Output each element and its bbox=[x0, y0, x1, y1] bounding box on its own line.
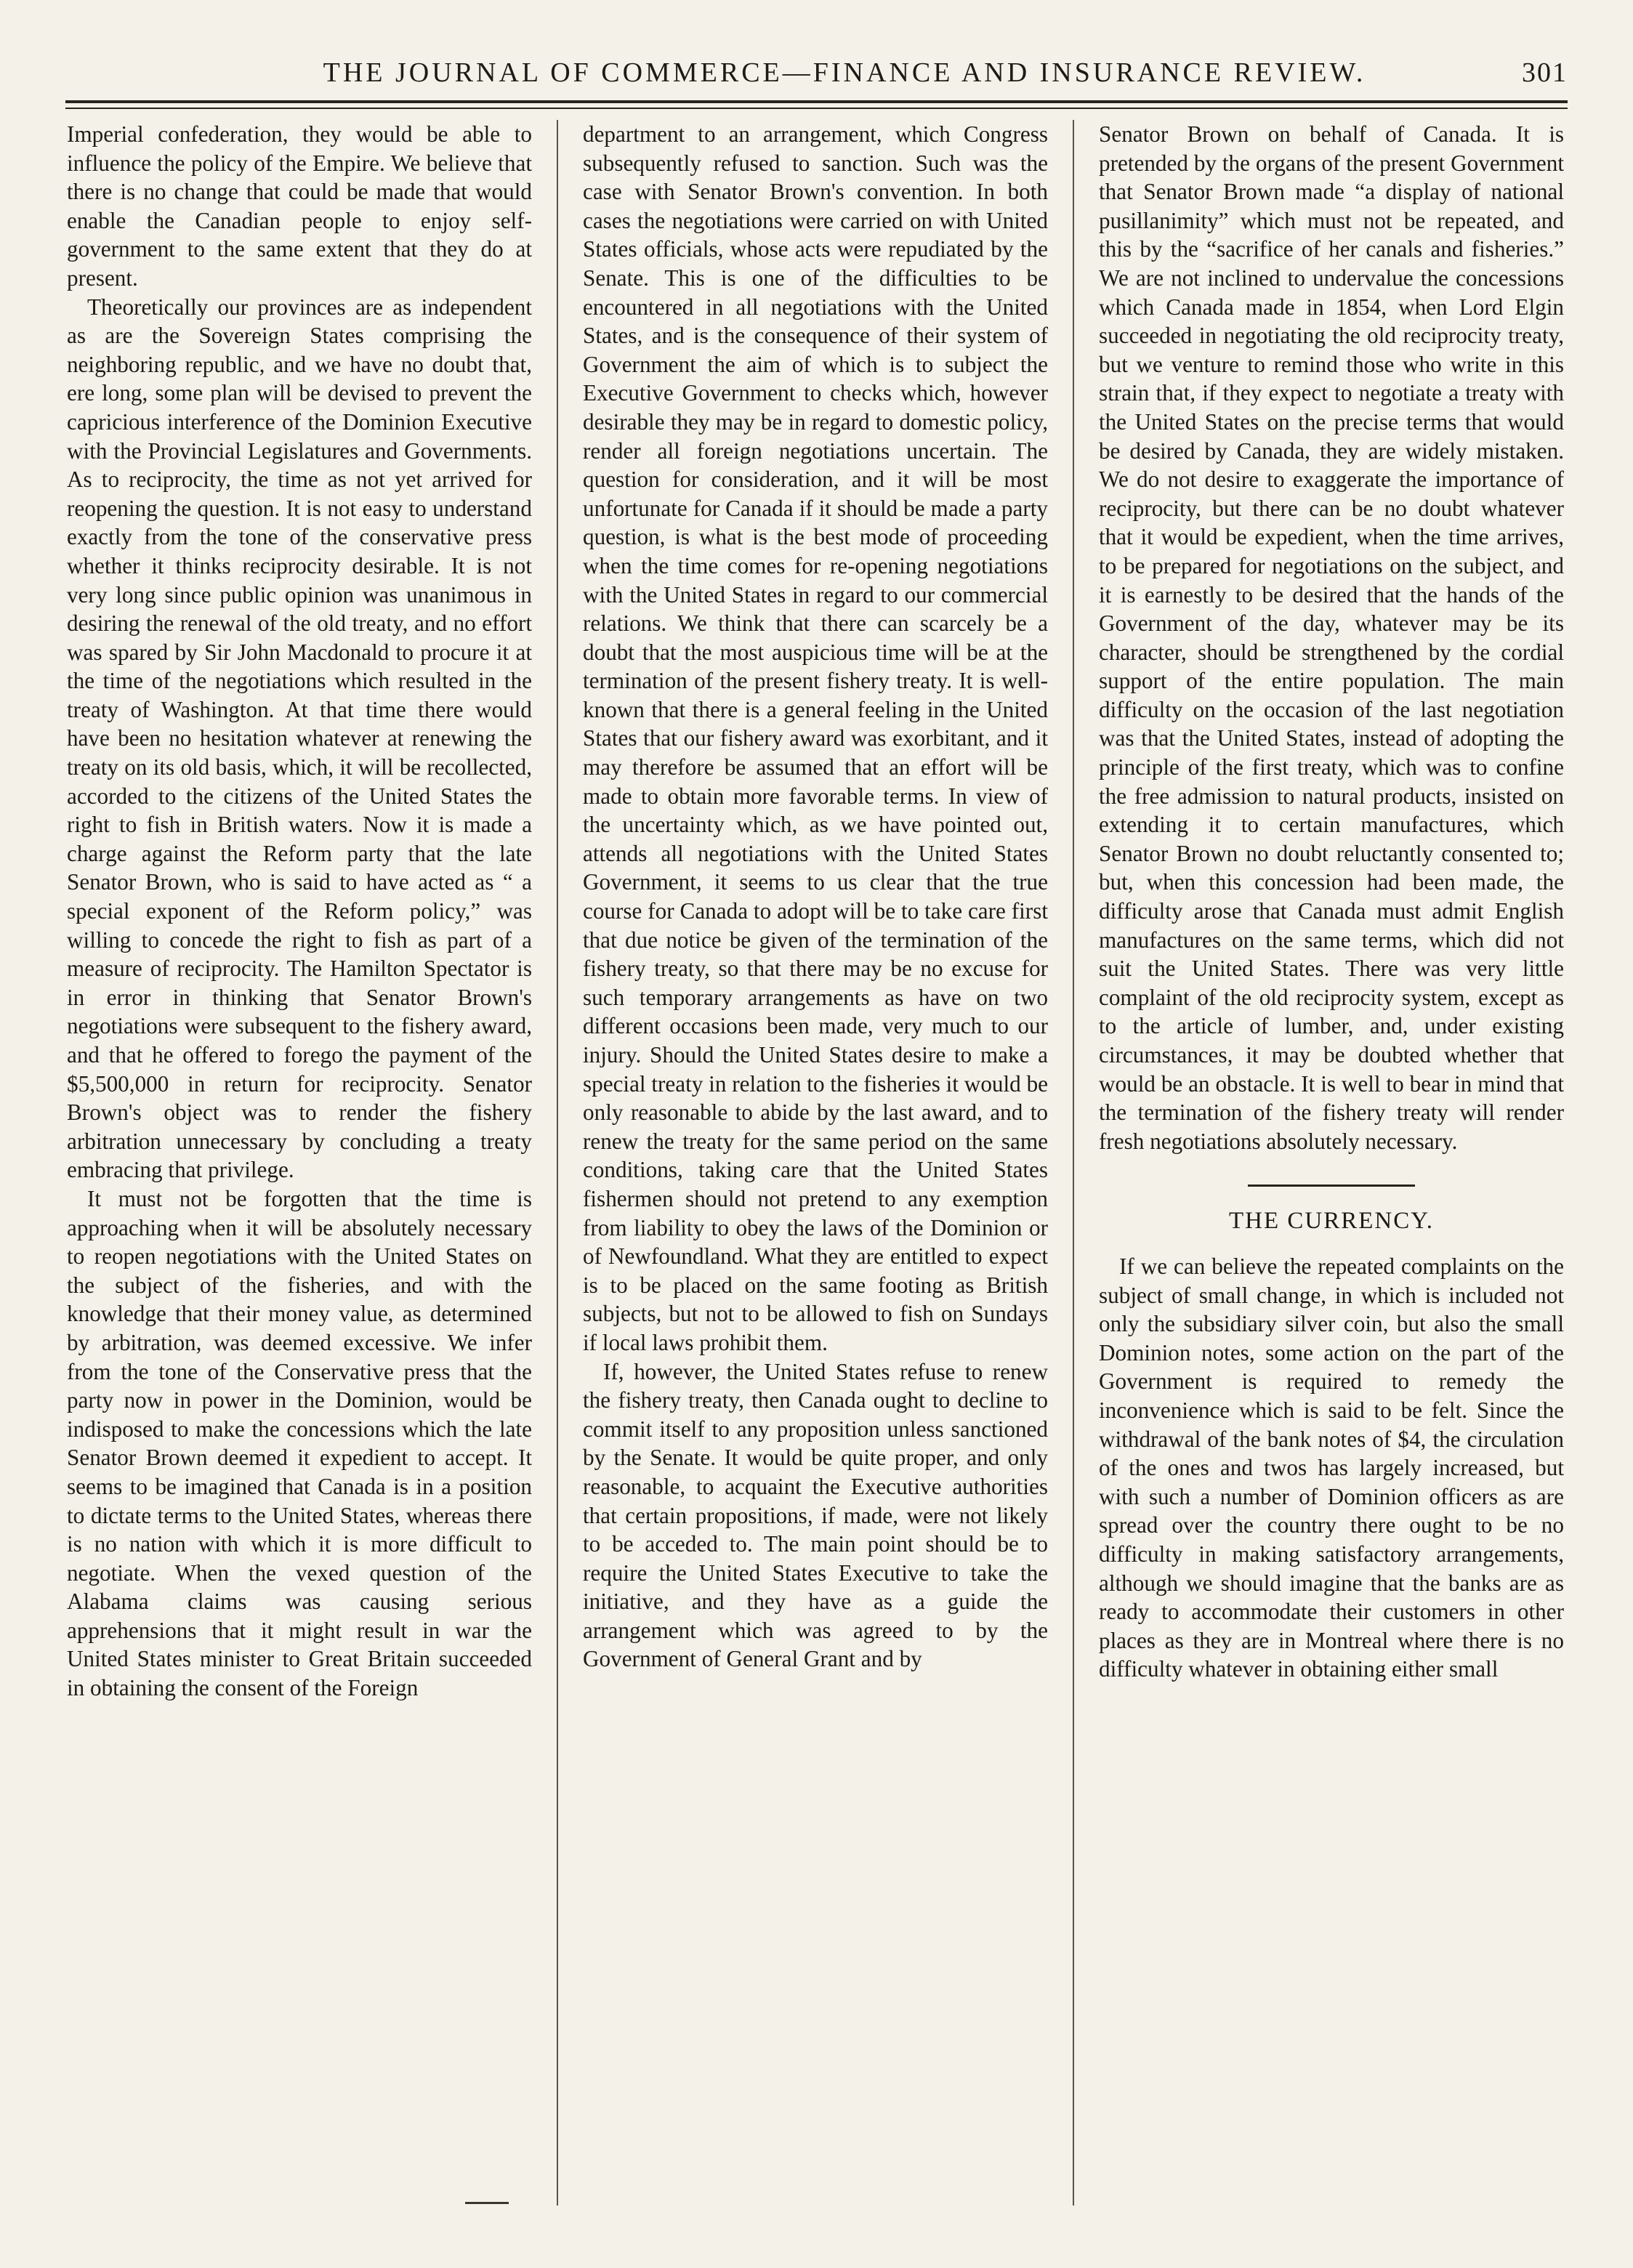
paragraph: Senator Brown on behalf of Canada. It is pretended by the organs of the present Government that Senator Brown made “a display of national pusillanimity” which must not be repeated, and this by the “sacrifice of her canals and fisheries.” We are not inclined to undervalue the concessions which Canada made in 1854, when Lord Elgin succeeded in negotiating the old reciprocity treaty, but we venture to remind those who write in this strain that, if they expect to negotiate a treaty with the United States on the precise terms that would be desired by Canada, they are widely mistaken. We do not desire to exaggerate the importance of reciprocity, but there can be no doubt whatever that it would be expedient, when the time arrives, to be prepared for negotiations on the subject, and it is earnestly to be desired that the hands of the Government of the day, whatever may be its character, should be strengthened by the cordial support of the entire population. The main difficulty on the occasion of the last negotiation was that the United States, instead of adopting the principle of the first treaty, which was to confine the free admission to natural products, insisted on extending it to certain manufactures, which Senator Brown no doubt reluctantly consented to; but, when this concession had been made, the difficulty arose that Canada must admit English manufactures on the same terms, which did not suit the United States. There was very little complaint of the old reciprocity system, except as to the article of lumber, and, under existing circumstances, it may be doubted whether that would be an obstacle. It is well to bear in mind that the termination of the fishery treaty will render fresh negotiations absolutely necessary. bbox=[1099, 121, 1564, 1154]
paragraph: department to an arrangement, which Congress subsequently refused to sanction. Such was the case with Senator Brown's convention. In both cases the negotiations were carried on with United States officials, whose acts were repudiated by the Senate. This is one of the difficulties to be encountered in all negotiations with the United States, and is the consequence of their system of Government the aim of which is to subject the Executive Government to checks which, however desirable they may be in regard to domestic policy, render all foreign negotiations uncertain. The question for consideration, and it will be most unfortunate for Canada if it should be made a party question, is what is the best mode of proceeding when the time comes for re-opening negotiations with the United States in regard to our commercial relations. We think that there can scarcely be a doubt that the most auspicious time will be at the termination of the present fishery treaty. It is well-known that there is a general feeling in the United States that our fishery award was exorbitant, and it may therefore be assumed that an effort will be made to obtain more favorable terms. In view of the uncertainty which, as we have pointed out, attends all negotiations with the United States Government, it seems to us clear that the true course for Canada to adopt will be to take care first that due notice be given of the termination of the fishery treaty, so that there may be no excuse for such temporary arrangements as have on two different occasions been made, very much to our injury. Should the United States desire to make a special treaty in relation to the fisheries it would be only reasonable to abide by the last award, and to renew the treaty for the same period on the same conditions, taking care that the United States fishermen should not pretend to any exemption from liability to obey the laws of the Dominion or of Newfoundland. What they are entitled to expect is to be placed on the same footing as British subjects, but not to be allowed to fish on Sundays if local laws prohibit them. bbox=[583, 121, 1048, 1355]
column-divider bbox=[557, 120, 558, 2206]
text-columns bbox=[67, 120, 1564, 2206]
column-2 bbox=[583, 120, 1048, 2206]
section-divider bbox=[1248, 1185, 1415, 1187]
page-header bbox=[65, 45, 1568, 89]
paragraph: If, however, the United States refuse to renew the fishery treaty, then Canada ought to decline to commit itself to any proposition unless sanctioned by the Senate. It would be quite proper, and only reasonable, to acquaint the Executive authorities that certain propositions, if made, were not likely to be acceded to. The main point should be to require the United States Executive to take the initiative, and they have as a guide the arrangement which was agreed to by the Government of General Grant and by bbox=[583, 1358, 1048, 1672]
bottom-ornament bbox=[465, 2202, 509, 2204]
column-1 bbox=[67, 120, 532, 2206]
header-rule-thick bbox=[65, 100, 1568, 103]
section-title: THE CURRENCY. bbox=[1228, 1208, 1435, 1235]
column-3 bbox=[1099, 120, 1564, 2206]
paragraph: It must not be forgotten that the time is approaching when it will be absolutely necessary to reopen negotiations with the United States on the subject of the fisheries, and with the knowledge that their money value, as determined by arbitration, was deemed excessive. We infer from the tone of the Conservative press that the party now in power in the Dominion, would be indisposed to make the concessions which the late Senator Brown deemed it expedient to accept. It seems to be imagined that Canada is in a position to dictate terms to the United States, whereas there is no nation with which it is more difficult to negotiate. When the vexed question of the Alabama claims was causing serious apprehensions that it might result in war the United States minister to Great Britain succeeded in obtaining the consent of the Foreign bbox=[67, 1185, 532, 1701]
header-rule-thin bbox=[65, 108, 1568, 109]
paragraph: Theoretically our provinces are as independent as are the Sovereign States comprising the neighboring republic, and we have no doubt that, ere long, some plan will be devised to prevent the capricious interference of the Dominion Executive with the Provincial Legislatures and Governments. As to reciprocity, the time as not yet arrived for reopening the question. It is not easy to understand exactly from the tone of the conservative press whether it thinks reciprocity desirable. It is not very long since public opinion was unanimous in desiring the renewal of the old treaty, and no effort was spared by Sir John Macdonald to procure it at the time of the negotiations which resulted in the treaty of Washington. At that time there would have been no hesitation whatever at renewing the treaty on its old basis, which, it will be recollected, accorded to the citizens of the United States the right to fish in British waters. Now it is made a charge against the Reform party that the late Senator Brown, who is said to have acted as “ a special exponent of the Reform policy,” was willing to concede the right to fish as part of a measure of reciprocity. The Hamilton Spectator is in error in thinking that Senator Brown's negotiations were subsequent to the fishery award, and that he offered to forego the payment of the $5,500,000 in return for reciprocity. Senator Brown's object was to render the fishery arbitration unnecessary by concluding a treaty embracing that privilege. bbox=[67, 294, 532, 1183]
paragraph: If we can believe the repeated complaints on the subject of small change, in which is included not only the subsidiary silver coin, but also the small Dominion notes, some action on the part of the Government is required to remedy the inconvenience which is said to be felt. Since the withdrawal of the bank notes of $4, the circulation of the ones and twos has largely increased, but with such a number of Dominion officers as are spread over the country there ought to be no difficulty in making satisfactory arrangements, although we should imagine that the banks are as ready to accommodate their customers in other places as they are in Montreal where there is no difficulty whatever in obtaining either small bbox=[1099, 1253, 1564, 1682]
running-head: THE JOURNAL OF COMMERCE—FINANCE AND INSURANCE REVIEW. bbox=[323, 57, 1366, 88]
column-divider bbox=[1073, 120, 1074, 2206]
paragraph: Imperial confederation, they would be able to influence the policy of the Empire. We believe that there is no change that could be made that would enable the Canadian people to enjoy self-government to the same extent that they do at present. bbox=[67, 121, 532, 291]
page-number: 301 bbox=[1522, 57, 1568, 88]
